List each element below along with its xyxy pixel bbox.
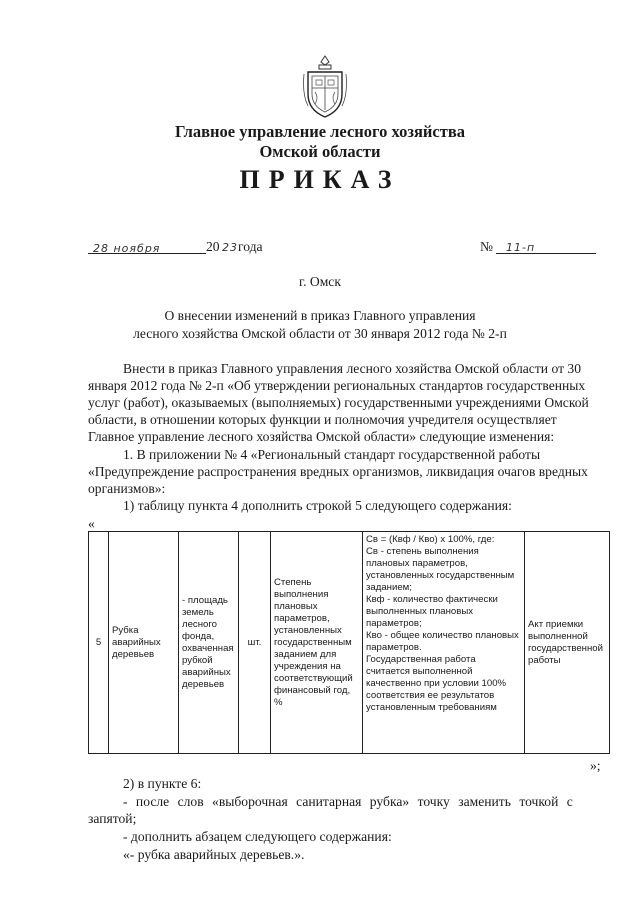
item2-line-a1: - после слов «выборочная санитарная рубка» точку заменить точкой с — [123, 794, 573, 809]
formula-line: Кво - общее количество плановых параметров. — [366, 630, 519, 653]
org-name-line2: Омской области — [259, 142, 381, 161]
intro-line: услуг (работ), оказываемых (выполняемых) государственными учреждениями Омской — [88, 395, 589, 410]
volume-indicator: - площадь земель лесного фонда, охваченная рубкой аварийных деревьев — [179, 532, 239, 754]
handwritten-date: 28 ноября — [93, 242, 161, 255]
intro-line: Внести в приказ Главного управления лесного хозяйства Омской области от 30 — [123, 361, 581, 376]
item1-sub1: 1) таблицу пункта 4 дополнить строкой 5 следующего содержания: — [123, 498, 512, 513]
formula-line: Квф - количество фактически выполненных плановых параметров; — [366, 594, 498, 629]
coat-of-arms-emblem — [302, 54, 348, 120]
number-label: № — [480, 239, 493, 254]
year-suffix: года — [238, 239, 263, 254]
work-name: Рубка аварийных деревьев — [109, 532, 179, 754]
handwritten-year: 23 — [222, 241, 238, 254]
formula-line: Св = (Квф / Кво) х 100%, где: — [366, 534, 495, 545]
city: г. Омск — [299, 274, 341, 289]
row-number: 5 — [89, 532, 109, 754]
item2-line-b: - дополнить абзацем следующего содержания: — [123, 829, 392, 844]
item1-line: 1. В приложении № 4 «Региональный стандарт государственной работы — [123, 447, 541, 462]
doc-type-title: ПРИКАЗ — [239, 165, 401, 194]
doc-title-line1: О внесении изменений в приказ Главного управления — [164, 308, 476, 323]
unit: шт. — [239, 532, 271, 754]
number-underline — [496, 253, 596, 254]
close-quote: »; — [590, 758, 601, 773]
year-prefix: 20 — [206, 239, 220, 254]
item1-line: «Предупреждение распространения вредных организмов, ликвидация очагов вредных — [88, 464, 588, 479]
date-number-line — [88, 236, 608, 256]
open-quote: « — [88, 516, 95, 531]
org-name-line1: Главное управление лесного хозяйства — [174, 122, 466, 141]
handwritten-number: 11-п — [506, 241, 536, 254]
item2-heading: 2) в пункте 6: — [123, 776, 202, 791]
formula-line: Государственная работа считается выполненной качественно при условии 100% соответствия ее результатов установленным требованиям — [366, 654, 507, 713]
formula-line: Св - степень выполнения плановых параметров, установленных государственным заданием; — [366, 546, 515, 593]
date-underline — [88, 253, 206, 254]
amendment-table — [88, 531, 610, 754]
intro-line: Главное управление лесного хозяйства Омской области» следующие изменения: — [88, 429, 555, 444]
intro-paragraph — [88, 360, 610, 445]
item2-line-a2: запятой; — [88, 811, 137, 826]
doc-title-line2: лесного хозяйства Омской области от 30 января 2012 года № 2-п — [133, 326, 507, 341]
quality-indicator: Степень выполнения плановых параметров, установленных государственным заданием для учреждения на соответствующий финансовый год, % — [271, 532, 363, 754]
intro-line: января 2012 года № 2-п «Об утверждении региональных стандартов государственных — [88, 378, 586, 393]
table-row — [89, 532, 610, 754]
item1-paragraph — [88, 446, 610, 497]
item2-line-c: «- рубка аварийных деревьев.». — [123, 847, 305, 862]
intro-line: области, в отношении которых функции и полномочия учредителя осуществляет — [88, 412, 557, 427]
acceptance-document: Акт приемки выполненной государственной работы — [525, 532, 610, 754]
calculation-formula — [363, 532, 525, 754]
item1-line: организмов»: — [88, 481, 166, 496]
